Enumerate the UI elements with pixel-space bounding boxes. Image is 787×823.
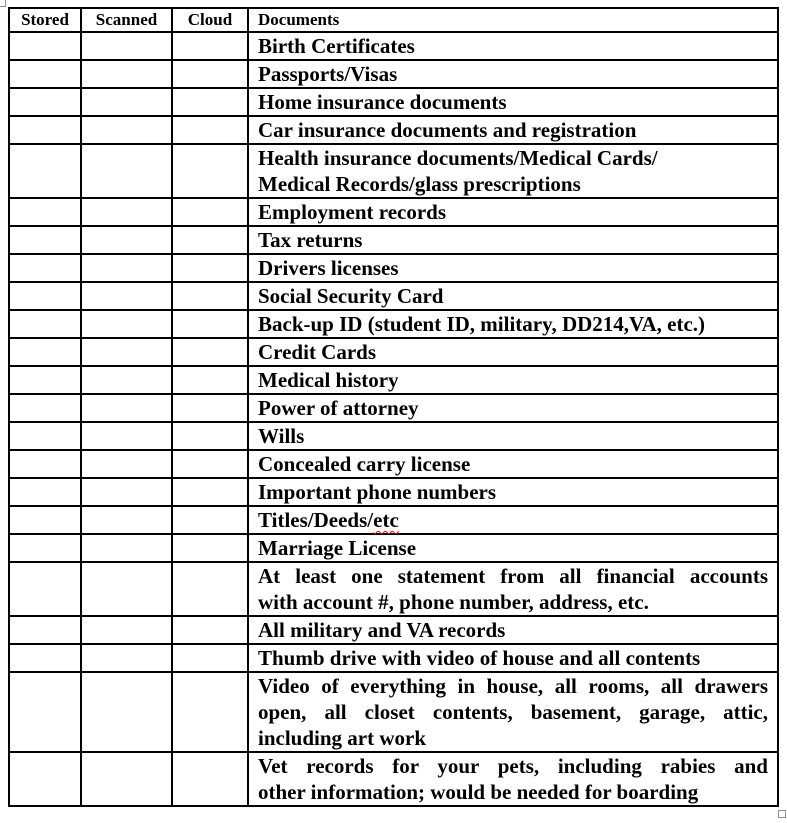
table-row [9,534,778,562]
document-line: open, all closet contents, basement, garage, attic, [258,700,768,724]
document-line: Wills [258,424,305,448]
scanned-checkbox-cell[interactable] [81,450,172,478]
stored-checkbox-cell[interactable] [9,338,81,366]
misspelled-word: etc [373,508,399,532]
document-line: Home insurance documents [258,90,507,114]
document-name-cell [248,394,778,422]
document-name-cell [248,88,778,116]
document-name-cell [248,644,778,672]
document-line: Social Security Card [258,284,444,308]
cloud-checkbox-cell[interactable] [172,478,248,506]
table-row [9,116,778,144]
document-line: At least one statement from all financial accounts [258,564,768,588]
cloud-checkbox-cell[interactable] [172,338,248,366]
document-name-cell [248,116,778,144]
table-row [9,394,778,422]
document-line: Medical history [258,368,399,392]
table-select-handle-icon [0,0,6,7]
table-row [9,422,778,450]
table-row [9,366,778,394]
table-row [9,88,778,116]
cloud-checkbox-cell[interactable] [172,88,248,116]
stored-checkbox-cell[interactable] [9,478,81,506]
stored-checkbox-cell[interactable] [9,394,81,422]
cloud-checkbox-cell[interactable] [172,534,248,562]
cloud-checkbox-cell[interactable] [172,310,248,338]
stored-checkbox-cell[interactable] [9,562,81,616]
document-line: other information; would be needed for boarding [258,780,699,804]
stored-checkbox-cell[interactable] [9,366,81,394]
scanned-checkbox-cell[interactable] [81,226,172,254]
cloud-checkbox-cell[interactable] [172,394,248,422]
document-name-cell [248,60,778,88]
table-row [9,226,778,254]
stored-checkbox-cell[interactable] [9,752,81,806]
scanned-checkbox-cell[interactable] [81,144,172,198]
cloud-checkbox-cell[interactable] [172,226,248,254]
cloud-checkbox-cell[interactable] [172,644,248,672]
cloud-checkbox-cell[interactable] [172,366,248,394]
cloud-checkbox-cell[interactable] [172,672,248,752]
document-line: Tax returns [258,228,363,252]
scanned-checkbox-cell[interactable] [81,616,172,644]
document-name-cell [248,366,778,394]
cloud-checkbox-cell[interactable] [172,254,248,282]
document-name-cell [248,310,778,338]
stored-checkbox-cell[interactable] [9,644,81,672]
stored-checkbox-cell[interactable] [9,534,81,562]
document-line: All military and VA records [258,618,506,642]
table-row [9,672,778,752]
stored-checkbox-cell[interactable] [9,422,81,450]
document-line [258,507,768,533]
document-name-cell [248,506,778,534]
scanned-checkbox-cell[interactable] [81,254,172,282]
stored-checkbox-cell[interactable] [9,450,81,478]
document-line: Vet records for your pets, including rabies and [258,754,768,778]
table-row [9,478,778,506]
scanned-checkbox-cell[interactable] [81,88,172,116]
header-documents: Documents [248,8,778,32]
scanned-checkbox-cell[interactable] [81,282,172,310]
scanned-checkbox-cell[interactable] [81,672,172,752]
document-line: Health insurance documents/Medical Cards/ [258,146,658,170]
document-line: Back-up ID (student ID, military, DD214,VA, etc.) [258,312,706,336]
document-name-cell [248,338,778,366]
document-line: Power of attorney [258,396,419,420]
cloud-checkbox-cell[interactable] [172,616,248,644]
table-body [9,32,778,806]
table-row [9,282,778,310]
stored-checkbox-cell[interactable] [9,254,81,282]
document-line: Birth Certificates [258,34,415,58]
document-line: Credit Cards [258,340,377,364]
scanned-checkbox-cell[interactable] [81,338,172,366]
table-row [9,644,778,672]
stored-checkbox-cell[interactable] [9,32,81,60]
scanned-checkbox-cell[interactable] [81,644,172,672]
table-row [9,198,778,226]
scanned-checkbox-cell[interactable] [81,198,172,226]
table-row [9,450,778,478]
table-resize-handle-icon[interactable] [778,810,786,818]
document-line-text: Titles/Deeds/ [258,508,374,532]
table-row [9,310,778,338]
table-row [9,60,778,88]
document-name-cell [248,144,778,198]
stored-checkbox-cell[interactable] [9,226,81,254]
document-line: Marriage License [258,536,417,560]
document-name-cell [248,422,778,450]
document-name-cell [248,616,778,644]
document-name-cell [248,450,778,478]
document-name-cell [248,226,778,254]
scanned-checkbox-cell[interactable] [81,394,172,422]
document-line: Drivers licenses [258,256,399,280]
cloud-checkbox-cell[interactable] [172,144,248,198]
header-row [9,8,778,32]
scanned-checkbox-cell[interactable] [81,534,172,562]
scanned-checkbox-cell[interactable] [81,506,172,534]
scanned-checkbox-cell[interactable] [81,752,172,806]
scanned-checkbox-cell[interactable] [81,116,172,144]
documents-checklist-table [8,7,779,807]
cloud-checkbox-cell[interactable] [172,282,248,310]
document-line: Video of everything in house, all rooms, all drawers [258,674,768,698]
scanned-checkbox-cell[interactable] [81,366,172,394]
table-row [9,338,778,366]
document-name-cell [248,32,778,60]
document-line: Employment records [258,200,447,224]
cloud-checkbox-cell[interactable] [172,198,248,226]
table-row [9,144,778,198]
scanned-checkbox-cell[interactable] [81,60,172,88]
document-name-cell [248,534,778,562]
scanned-checkbox-cell[interactable] [81,310,172,338]
stored-checkbox-cell[interactable] [9,144,81,198]
document-line: Medical Records/glass prescriptions [258,172,581,196]
cloud-checkbox-cell[interactable] [172,60,248,88]
stored-checkbox-cell[interactable] [9,60,81,88]
table-row [9,254,778,282]
cloud-checkbox-cell[interactable] [172,32,248,60]
document-line: Car insurance documents and registration [258,118,637,142]
cloud-checkbox-cell[interactable] [172,752,248,806]
document-name-cell [248,198,778,226]
scanned-checkbox-cell[interactable] [81,422,172,450]
cloud-checkbox-cell[interactable] [172,506,248,534]
scanned-checkbox-cell[interactable] [81,478,172,506]
table-row [9,616,778,644]
stored-checkbox-cell[interactable] [9,198,81,226]
table-row [9,32,778,60]
stored-checkbox-cell[interactable] [9,310,81,338]
document-name-cell [248,282,778,310]
stored-checkbox-cell[interactable] [9,616,81,644]
header-cloud: Cloud [172,8,248,32]
document-line: with account #, phone number, address, etc. [258,590,649,614]
document-name-cell [248,562,778,616]
cloud-checkbox-cell[interactable] [172,562,248,616]
table-row [9,506,778,534]
stored-checkbox-cell[interactable] [9,116,81,144]
document-line: Important phone numbers [258,480,497,504]
cloud-checkbox-cell[interactable] [172,116,248,144]
scanned-checkbox-cell[interactable] [81,562,172,616]
document-line: Passports/Visas [258,62,398,86]
table-row [9,562,778,616]
document-name-cell [248,478,778,506]
stored-checkbox-cell[interactable] [9,282,81,310]
document-line: Concealed carry license [258,452,471,476]
document-name-cell [248,254,778,282]
document-line: including art work [258,726,427,750]
scanned-checkbox-cell[interactable] [81,32,172,60]
header-stored: Stored [9,8,81,32]
document-line: Thumb drive with video of house and all contents [258,646,701,670]
stored-checkbox-cell[interactable] [9,506,81,534]
document-name-cell [248,752,778,806]
document-name-cell [248,672,778,752]
table-row [9,752,778,806]
cloud-checkbox-cell[interactable] [172,422,248,450]
stored-checkbox-cell[interactable] [9,88,81,116]
stored-checkbox-cell[interactable] [9,672,81,752]
header-scanned: Scanned [81,8,172,32]
cloud-checkbox-cell[interactable] [172,450,248,478]
